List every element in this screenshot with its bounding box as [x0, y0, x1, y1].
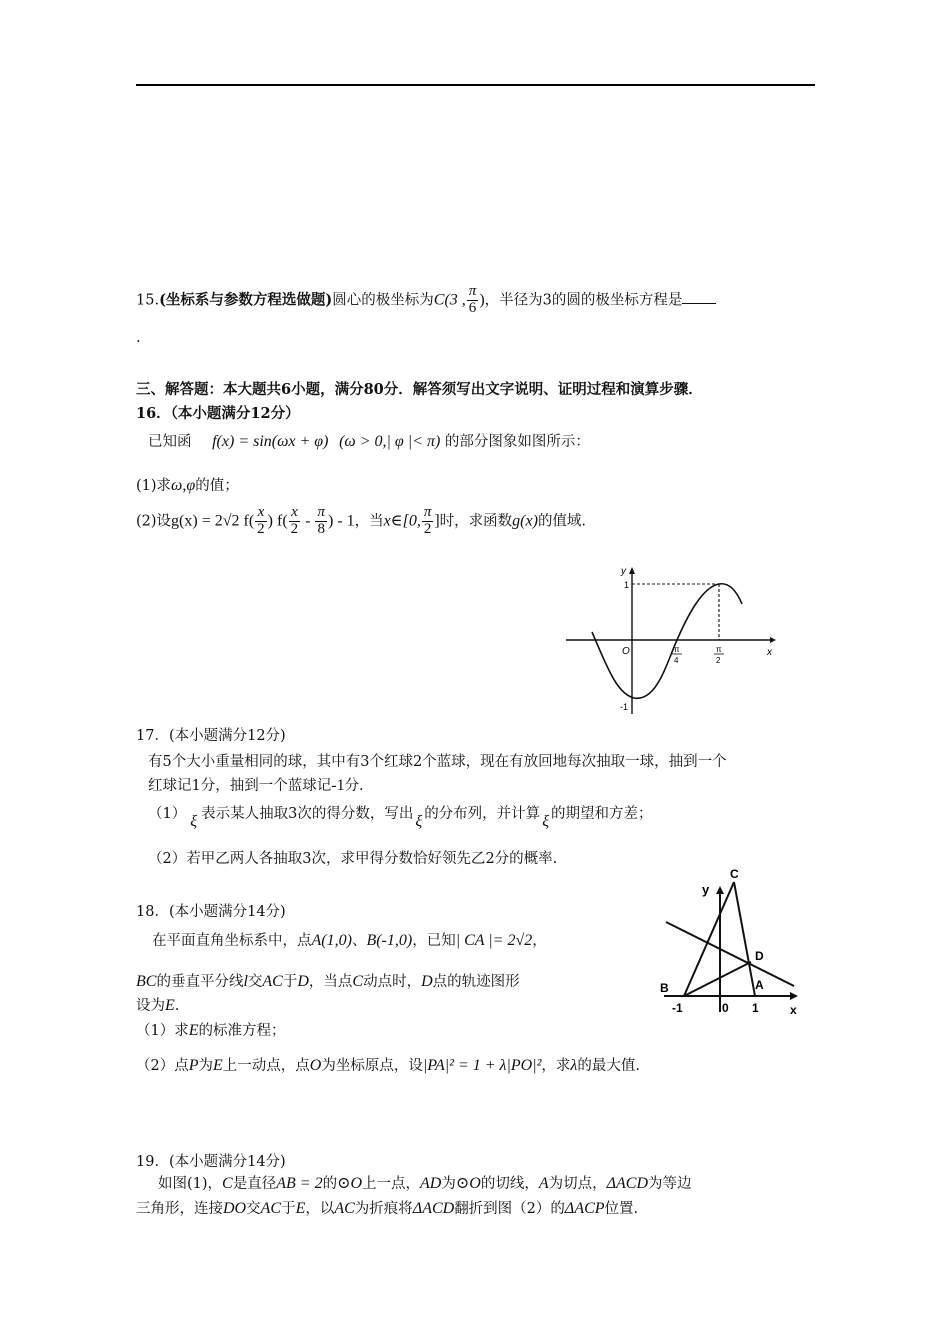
q15-point-b: )	[479, 291, 485, 309]
q18-part2: （2）点P为E上一动点，点O为坐标原点，设|PA|² = 1 + λ|PO|²，求λ的最大值.	[136, 1057, 640, 1074]
label-y: y	[702, 882, 710, 897]
segment-ca	[734, 882, 755, 996]
y-arrow-icon	[716, 886, 724, 894]
answer-blank	[682, 291, 716, 304]
sine-graph-figure	[562, 562, 782, 720]
pi-over-4-num: π	[674, 645, 680, 654]
x-label: x	[767, 647, 772, 658]
q16-given: 已知函 f(x) = sin(ωx + φ) (ω > 0,| φ |< π) 的部分图象如图所示：	[148, 433, 590, 450]
q17-part1: （1） ξ 表示某人抽取3次的得分数，写出 ξ 的分布列，并计算 ξ 的期望和方差；	[148, 806, 653, 830]
q17-line2: 红球记1分，抽到一个蓝球记-1分.	[148, 777, 364, 794]
q16-part2: (2)设g(x) = 2√2 f( $\frac{x}{2}$ ) f( $\frac{x}{2}$ - $\frac{\pi}{8}$ ) - 1，当x∈[0, $\frac{\pi}{2}$ ]时，求函数g(x)的值域.	[136, 504, 587, 537]
y-label: y	[621, 566, 626, 577]
question-15	[136, 284, 716, 317]
q15-period: .	[136, 330, 141, 346]
q15-point-a: C(3 ,	[433, 291, 466, 309]
q16-cond: (ω > 0,| φ |< π)	[339, 433, 441, 450]
q19-header: 19．(本小题满分14分)	[136, 1154, 286, 1170]
x-arrow-icon	[790, 992, 798, 1000]
ellipse-locus-figure	[654, 866, 806, 1018]
q18-line1: 在平面直角坐标系中，点A(1,0)、B(-1,0)，已知| CA |= 2√2，	[152, 932, 547, 949]
segment-bc	[684, 882, 734, 996]
label-one: 1	[752, 1001, 759, 1015]
q19-line2: 三角形，连接DO交AC于E，以AC为折痕将ΔACD翻折到图（2）的ΔACP位置.	[136, 1200, 639, 1217]
q17-header: 17．(本小题满分12分)	[136, 728, 286, 744]
q18-line2: BC的垂直平分线l交AC于D，当点C动点时，D点的轨迹图形	[136, 973, 520, 990]
y-arrow-icon	[629, 567, 635, 574]
q18-header: 18．(本小题满分14分)	[136, 904, 286, 920]
q15-fraction: $\frac{\pi}{6}$	[468, 283, 477, 316]
label-b: B	[660, 981, 669, 995]
q15-text-a: 圆心的极坐标为	[332, 292, 434, 309]
q19-line1: 如图(1)，C是直径AB = 2的⊙O上一点，AD为⊙O的切线，A为切点，ΔACD为等边	[158, 1175, 692, 1192]
pi-over-2-den: 2	[716, 656, 721, 665]
label-x: x	[790, 1003, 797, 1017]
y-one-label: 1	[624, 580, 630, 590]
header-rule	[136, 84, 815, 86]
label-c: C	[730, 867, 739, 881]
q16-part1: (1)求ω,φ的值；	[136, 477, 239, 494]
q15-number: 15.	[136, 292, 160, 309]
q18-line3: 设为E.	[136, 997, 180, 1014]
q15-tag: (坐标系与参数方程选做题)	[159, 291, 333, 309]
pi-over-2-num: π	[716, 645, 722, 654]
origin-label: O	[622, 646, 630, 657]
q16-func: f(x) = sin(ωx + φ)	[212, 433, 329, 450]
y-neg-one-label: -1	[620, 702, 629, 712]
label-neg1: -1	[672, 1001, 683, 1015]
q17-line1: 有5个大小重量相同的球，其中有3个红球2个蓝球，现在有放回地每次抽取一球，抽到一个	[148, 754, 727, 770]
segment-bd	[684, 962, 751, 996]
perpendicular-bisector	[666, 922, 794, 986]
x-arrow-icon	[770, 637, 776, 643]
section-heading: 三、解答题：本大题共6小题，满分80分．解答须写出文字说明、证明过程和演算步骤．	[136, 381, 703, 398]
label-a: A	[755, 978, 764, 992]
label-d: D	[755, 949, 764, 963]
q15-text-b: ，半径为3的圆的极坐标方程是	[484, 292, 683, 309]
q18-part1: （1）求E的标准方程；	[136, 1022, 286, 1039]
pi-over-4-den: 4	[674, 656, 679, 665]
label-zero: 0	[722, 1001, 729, 1015]
q16-header: 16．（本小题满分12分）	[136, 405, 300, 422]
q17-part2: （2）若甲乙两人各抽取3次，求甲得分数恰好领先乙2分的概率.	[148, 851, 558, 867]
